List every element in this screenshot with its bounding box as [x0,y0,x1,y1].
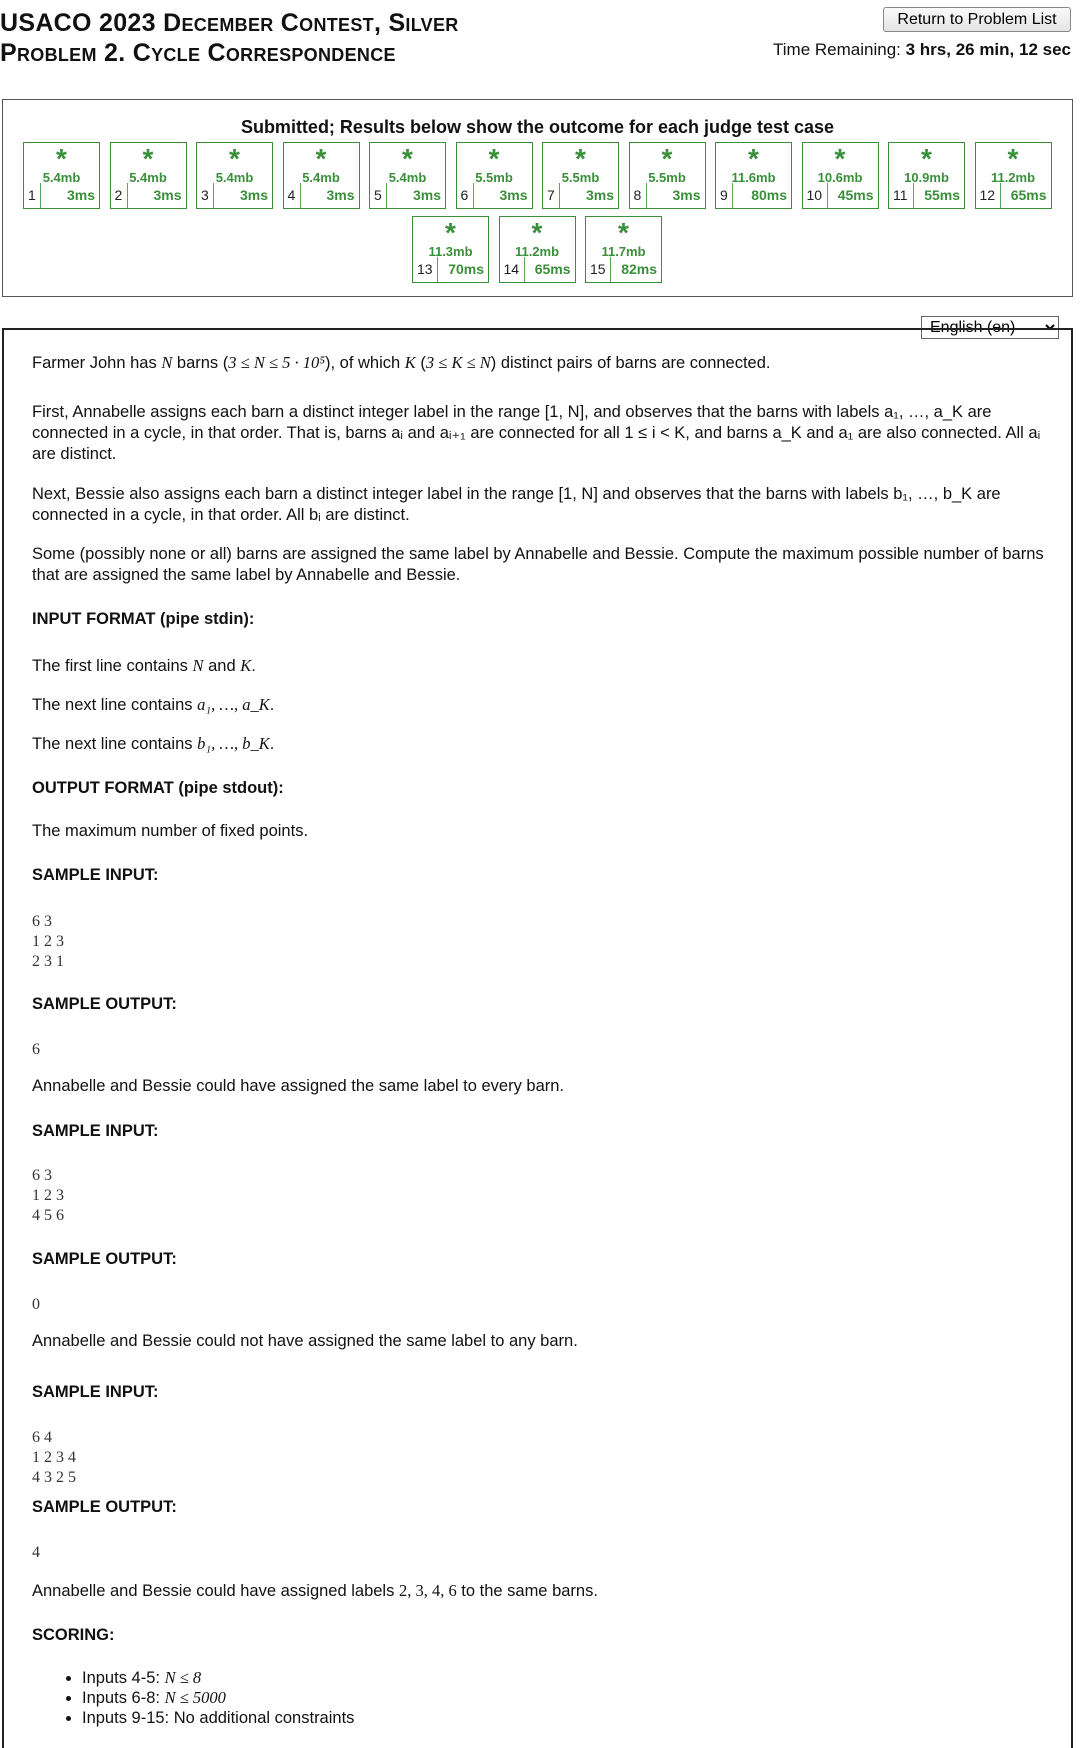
scoring-item: • Inputs 4-5: N ≤ 8 [82,1668,354,1688]
test-case-12 [975,142,1052,209]
statement-paragraph-2: First, Annabelle assigns each barn a distinct integer label in the range [1, N], and observes that the barns with labels a₁, …, a_K are connected in a cycle, in that order. That is, barns aᵢ and aᵢ₊₁ are connected for all 1 ≤ i < K, and barns a_K and a₁ are also connected. All aᵢ are distinct. [32,403,1041,463]
return-to-problem-list-button[interactable]: Return to Problem List [883,7,1071,32]
test-case-number: 5 [374,187,382,203]
input-line-3: The next line contains b₁, …, b_K. [32,734,275,753]
test-case-number: 6 [460,187,469,203]
passed-star-icon: * [445,217,456,248]
test-case-number: 7 [547,187,555,203]
scoring-item: • Inputs 6-8: N ≤ 5000 [82,1688,354,1708]
sample-input-heading-2: SAMPLE INPUT: [32,1122,159,1140]
test-case-5 [369,142,446,209]
test-case-memory: 11.2mb [990,170,1036,185]
passed-star-icon: * [834,143,846,174]
scoring-list [32,1668,354,1728]
test-case-time: 80ms [751,187,787,203]
test-case-time: 82ms [621,261,657,277]
test-case-divider [300,183,301,208]
sample-input-3: 6 4 1 2 3 4 4 3 2 5 [32,1429,76,1486]
statement-paragraph-1: Farmer John has N barns (3 ≤ N ≤ 5 · 10⁵), of which K (3 ≤ K ≤ N) distinct pairs of barns are connected. [32,353,771,372]
test-case-divider [524,257,525,282]
test-case-3 [196,142,273,209]
test-case-15 [585,216,662,283]
input-line-2: The next line contains a₁, …, a_K. [32,695,275,714]
sample-note-3: Annabelle and Bessie could have assigned labels 2, 3, 4, 6 to the same barns. [32,1581,598,1600]
test-case-memory: 5.5mb [648,170,686,185]
test-case-9 [715,142,792,209]
test-case-memory: 11.6mb [731,170,776,185]
test-case-time: 3ms [672,187,701,203]
time-remaining-value: 3 hrs, 26 min, 12 sec [905,40,1071,59]
page-title [0,8,459,68]
test-case-time: 3ms [326,187,355,203]
time-remaining [773,40,1071,60]
test-case-divider [437,257,438,282]
test-case-2 [110,142,187,209]
test-case-number: 14 [503,261,520,277]
test-case-7 [542,142,619,209]
statement-paragraph-3: Next, Bessie also assigns each barn a distinct integer label in the range [1, N] and observes that the barns with labels b₁, …, b_K are connected in a cycle, in that order. All bᵢ are distinct. [32,485,1001,524]
test-case-memory: 11.7mb [601,244,646,259]
results-heading: Submitted; Results below show the outcome for each judge test case [240,117,835,137]
problem-statement [2,328,1073,1748]
test-case-memory: 5.4mb [215,170,254,185]
test-case-divider [559,183,560,208]
test-case-number: 8 [633,187,642,203]
passed-star-icon: * [1007,143,1019,174]
sample-output-heading-2: SAMPLE OUTPUT: [32,1250,177,1268]
passed-star-icon: * [315,143,327,174]
test-case-divider [610,257,611,282]
scoring-item: • Inputs 9-15: No additional constraints [82,1708,354,1728]
test-case-memory: 11.3mb [428,244,473,259]
test-case-divider [213,183,214,208]
sample-output-heading-1: SAMPLE OUTPUT: [32,995,177,1013]
test-case-divider [1000,183,1001,208]
test-case-memory: 10.6mb [817,170,863,185]
test-case-number: 2 [114,187,123,203]
results-panel [2,99,1073,297]
test-case-1 [23,142,100,209]
passed-star-icon: * [531,217,543,248]
test-case-memory: 10.9mb [904,170,949,185]
test-case-memory: 5.4mb [42,170,81,185]
test-case-time: 55ms [924,187,960,203]
test-case-time: 70ms [448,261,484,277]
test-case-memory: 5.4mb [129,170,167,185]
test-case-memory: 11.2mb [514,244,560,259]
passed-star-icon: * [921,143,932,174]
test-case-number: 13 [417,261,433,277]
test-case-number: 4 [287,187,296,203]
test-case-10 [802,142,879,209]
passed-star-icon: * [661,143,673,174]
test-case-divider [40,183,41,208]
passed-star-icon: * [56,143,67,174]
sample-output-3: 4 [32,1544,40,1561]
test-case-13 [412,216,489,283]
test-case-14 [499,216,576,283]
test-case-time: 65ms [534,261,571,277]
passed-star-icon: * [142,143,154,174]
test-case-11 [888,142,965,209]
input-format-heading: INPUT FORMAT (pipe stdin): [32,610,255,628]
test-case-divider [473,183,474,208]
test-case-number: 3 [201,187,209,203]
test-case-number: 15 [590,261,606,277]
test-case-time: 3ms [239,187,268,203]
test-case-number: 1 [28,187,36,203]
time-remaining-label: Time Remaining: [773,40,901,59]
sample-output-2: 0 [32,1296,40,1313]
test-case-number: 12 [979,187,996,203]
sample-input-1: 6 3 1 2 3 2 3 1 [32,913,64,970]
test-case-4 [283,142,360,209]
test-case-memory: 5.4mb [388,170,427,185]
passed-star-icon: * [618,217,629,248]
output-format-heading: OUTPUT FORMAT (pipe stdout): [32,779,284,797]
input-line-1: The first line contains N and K. [32,656,256,675]
test-case-time: 45ms [837,187,874,203]
test-case-divider [827,183,828,208]
sample-output-heading-3: SAMPLE OUTPUT: [32,1498,177,1516]
sample-output-1: 6 [32,1041,40,1058]
passed-star-icon: * [229,143,240,174]
sample-note-2: Annabelle and Bessie could not have assigned the same label to any barn. [32,1332,578,1350]
contest-title: USACO 2023 December Contest, Silver [0,9,459,37]
test-case-time: 65ms [1010,187,1047,203]
problem-title: Problem 2. Cycle Correspondence [0,39,396,67]
test-case-divider [386,183,387,208]
test-case-time: 3ms [66,187,95,203]
test-case-divider [732,183,733,208]
sample-input-2: 6 3 1 2 3 4 5 6 [32,1167,64,1224]
test-case-memory: 5.5mb [475,170,513,185]
sample-input-heading-1: SAMPLE INPUT: [32,866,159,884]
test-case-time: 3ms [153,187,182,203]
test-case-8 [629,142,706,209]
test-case-divider [127,183,128,208]
test-case-6 [456,142,533,209]
statement-paragraph-4: Some (possibly none or all) barns are assigned the same label by Annabelle and Bessie. Compute the maximum possible number of barns that are assigned the same label by Annabelle and Bessie. [32,545,1044,584]
test-case-memory: 5.4mb [302,170,340,185]
sample-note-1: Annabelle and Bessie could have assigned the same label to every barn. [32,1077,565,1095]
scoring-heading: SCORING: [32,1626,115,1644]
sample-input-heading-3: SAMPLE INPUT: [32,1383,159,1401]
test-case-time: 3ms [499,187,528,203]
passed-star-icon: * [488,143,500,174]
test-case-divider [913,183,914,208]
output-line-1: The maximum number of fixed points. [32,822,309,840]
test-case-divider [646,183,647,208]
test-case-time: 3ms [585,187,614,203]
passed-star-icon: * [402,143,413,174]
passed-star-icon: * [748,143,759,174]
test-case-memory: 5.5mb [561,170,600,185]
test-case-number: 10 [806,187,823,203]
test-case-number: 11 [893,187,908,203]
test-case-number: 9 [720,187,728,203]
passed-star-icon: * [575,143,586,174]
test-case-time: 3ms [412,187,441,203]
